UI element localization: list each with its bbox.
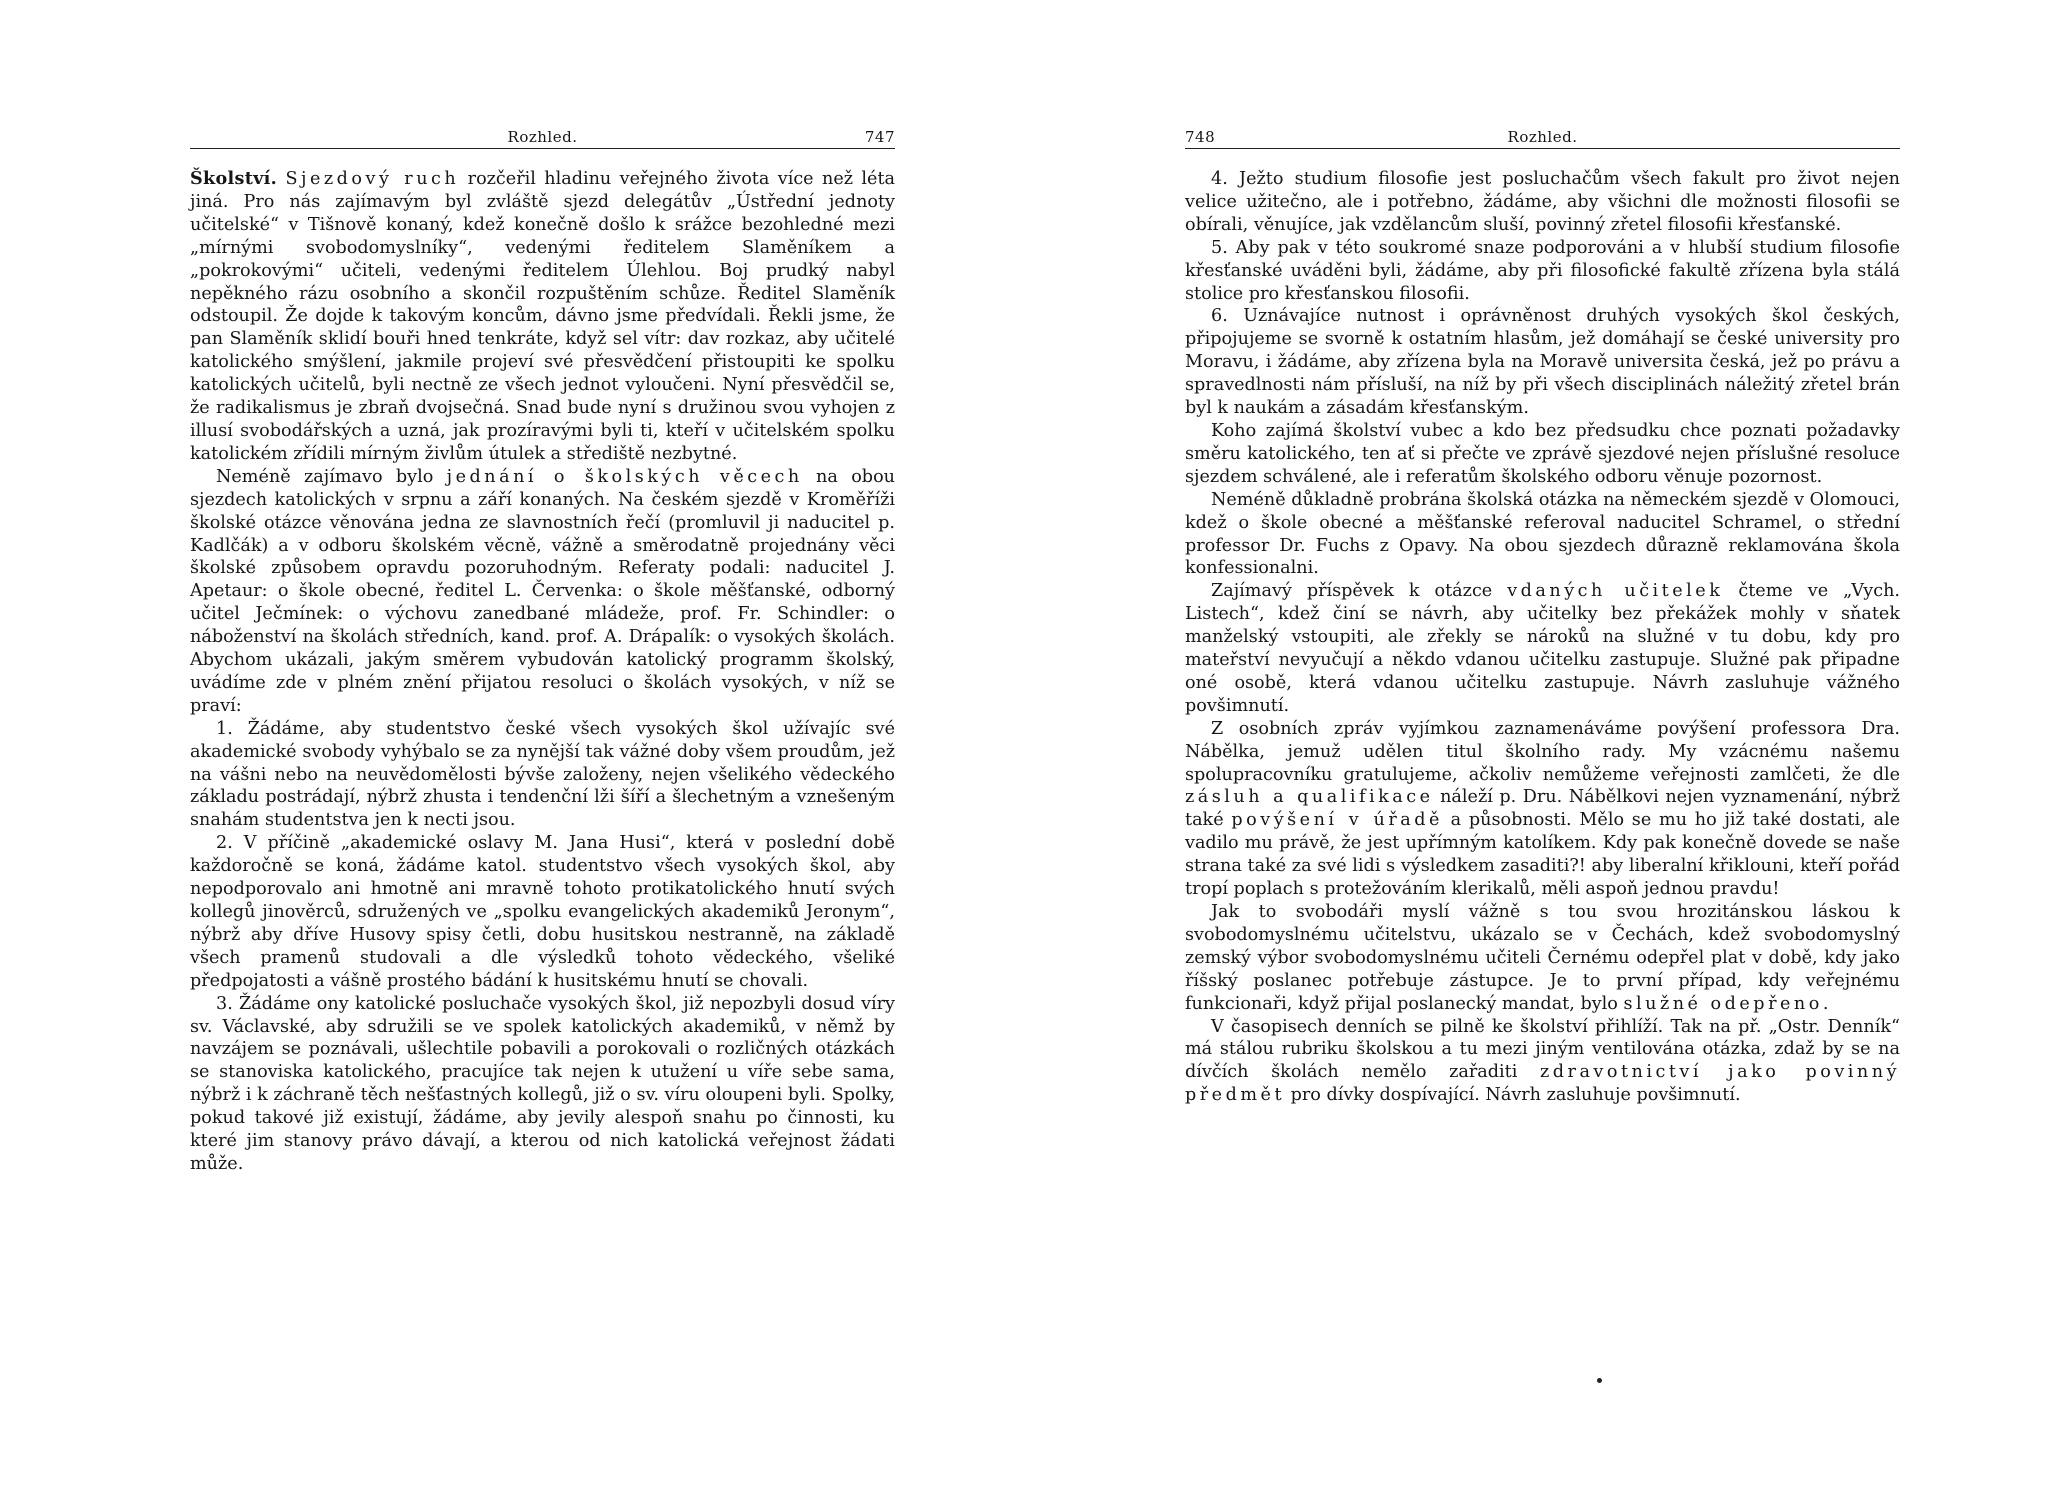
- text-run: Neméně důkladně probrána školská otázka na německém sjezdě v Olomouci, kdež o škole obecné a měšťanské referoval naducitel Schramel, o střední professor Dr. Fuchs z Opavy. Na obou sjezdech důrazně reklamována škola konfessionalni.: [1185, 489, 1900, 579]
- paragraph: [1185, 420, 1900, 489]
- emphasized-text: Sjezdový ruch: [285, 169, 460, 189]
- page-number: 747: [864, 128, 895, 146]
- paragraph: [190, 993, 895, 1176]
- emphasized-text: vdaných učitelek: [1507, 581, 1724, 602]
- paragraph: [1185, 237, 1900, 306]
- text-run: 2. V příčině „akademické oslavy M. Jana Husi“, která v poslední době každoročně se koná, žádáme katol. studentstvo všech vysokých škol, aby nepodporovalo ani hmotně ani mravně tohoto protikatolického hnutí svých kollegů jinověrců, sdružených ve „spolku evangelických akademiků Jeronym“, nýbrž aby dříve Husovy spisy četli, dobu husitskou nestranně, na základě všech pramenů studovali a dle výsledků tohoto vědeckého, všeliké předpojatosti a vášně prostého bádání k husitskému hnutí se chovali.: [190, 833, 895, 991]
- text-run: rozčeřil hladinu veřejného života více než léta jiná. Pro nás zajímavým byl zvláště sjezd delegátův „Ústřední jednoty učitelské“ v Tišnově konaný, kdež konečně došlo k srážce bezohledné mezi „mírnými svobodomyslníky“, vedenými ředitelem Slaměníkem a „pokrokovými“ učiteli, vedenými ředitelem Úlehlou. Boj prudký nabyl nepěkného rázu osobního a skončil rozpuštěním schůze. Ředitel Slaměník odstoupil. Že dojde k takovým koncům, dávno jsme předvídali. Řekli jsme, že pan Slaměník sklidí bouři hned tenkráte, když sel vítr: dav rozkaz, aby učitelé katolického smýšlení, jakmile projeví své přesvědčení přistoupiti ke spolku katolických učitelů, byli nectně ze všech jednot vyloučeni. Nyní přesvědčil se, že radikalismus je zbraň dvojsečná. Snad bude nyní s družinou svou vyhojen z illusí svobodářských a uzná, jak prozíravými byli ti, kteří v učitelském spolku katolickém zřídili mírným živlům útulek a střediště nezbytné.: [190, 169, 895, 464]
- emphasized-text: povýšení v úřadě: [1231, 810, 1443, 831]
- text-run: Zajímavý příspěvek k otázce: [1211, 581, 1508, 602]
- paragraph: [1185, 901, 1900, 1016]
- text-run: 3. Žádáme ony katolické posluchače vysokých škol, již nepozbyli dosud víry sv. Václavské, aby sdružili se ve spolek katolických akademiků, v němž by navzájem se poznávali, ušlechtile pobavili a porokovali o rozličných otázkách se stanoviska katolického, pracujíce tak nejen k utužení u víře sebe sama, nýbrž i k záchraně těch nešťastných kollegů, již o sv. víru oloupeni byli. Spolky, pokud takové již existují, žádáme, aby jevily alespoň snahu po činnosti, ku které jim stanovy právo dávají, a kterou od nich katolická veřejnost žádati může.: [190, 993, 895, 1174]
- header-rule: [190, 148, 895, 149]
- paragraph: [1185, 168, 1900, 237]
- text-run: 6. Uznávajíce nutnost i oprávněnost druhých vysokých škol českých, připojujeme se svorně k ostatním hlasům, jež domáhají se české university pro Moravu, i žádáme, aby zřízena byla na Moravě universita česká, jež po právu a spravedlnosti nám přísluší, na níž by při všech disciplinách náležitý zřetel brán byl k naukám a zásadám křesťanským.: [1185, 306, 1900, 419]
- paragraph: [190, 466, 895, 718]
- text-run: na obou sjezdech katolických v srpnu a září konaných. Na českém sjezdě v Kroměříži školské otázce věnována jedna ze slavnostních řečí (promluvil ji naducitel p. Kadlčák) a v odboru školském věcně, vážně a směrodatně projednány věci školské způsobem opravdu pozoruhodným. Referaty podali: naducitel J. Apetaur: o škole obecné, ředitel L. Červenka: o škole měšťanské, odborný učitel Ječmínek: o výchovu zanedbané mládeže, prof. Fr. Schindler: o náboženství na školách středních, kand. prof. A. Drápalík: o vysokých školách. Abychom ukázali, jakým směrem vybudován katolický programm školský, uvádíme zde v plném znění přijatou resoluci o školách vysokých, v níž se praví:: [190, 466, 895, 716]
- emphasized-text: služné odepřeno: [1623, 993, 1823, 1014]
- paragraph: [190, 168, 895, 466]
- text-run: Jak to svobodáři myslí vážně s tou svou hrozitánskou láskou k svobodomyslnému učitelstvu, ukázalo se v Čechách, kdež svobodomyslný zemský výbor svobodomyslnému učiteli Černému odepřel plat v době, kdy jako říšský poslanec potřebuje zástupce. Je to první případ, kdy veřejnému funkcionaři, když přijal poslanecký mandat, bylo: [1185, 902, 1900, 1014]
- paragraph: [1185, 1016, 1900, 1108]
- text-run: 4. Ježto studium filosofie jest posluchačům všech fakult pro život nejen velice užitečno, ale i potřebno, žádáme, aby všichni dle možnosti filosofii se obírali, věnujíce, jak vzdělancům sluší, povinný zřetel filosofii křesťanské.: [1185, 169, 1900, 235]
- running-head: [190, 128, 895, 150]
- emphasized-text: jednání o školských věcech: [446, 466, 803, 487]
- paragraph: [1185, 305, 1900, 420]
- running-title: Rozhled.: [507, 128, 578, 146]
- text-run: 1. Žádáme, aby studentstvo české všech vysokých škol užívajíc své akademické svobody vyhýbalo se za nynější tak vážné doby všem proudům, jež na vášni nebo na neuvědomělosti bývše založeny, nejen všelikého vědeckého základu postrádají, nýbrž zhusta i tendenční lži šíří a šlechetným a vznešeným snahám studentstva jen k necti jsou.: [190, 718, 895, 831]
- text-run: 5. Aby pak v této soukromé snaze podporováni a v hlubší studium filosofie křesťanské uváděni byli, žádáme, aby při filosofické fakultě zřízena byla stálá stolice pro křesťanskou filosofii.: [1185, 237, 1900, 304]
- emphasized-text: zásluh a qualifikace: [1185, 787, 1434, 808]
- paragraph: [1185, 718, 1900, 901]
- text-run: pro dívky dospívající. Návrh zasluhuje povšimnutí.: [1285, 1085, 1741, 1106]
- running-title: Rozhled.: [1507, 128, 1578, 146]
- text-run: .: [1822, 993, 1829, 1014]
- text-run: Koho zajímá školství vubec a kdo bez předsudku chce poznati požadavky směru katolického, ten ať si přečte ve zprávě sjezdové nejen příslušné resoluce sjezdem schválené, ale i referatům školského odboru věnuje pozornost.: [1185, 420, 1900, 487]
- text-run: a působnosti. Mělo se mu ho již také dostati, ale vadilo mu právě, že jest upřímným katolíkem. Kdy pak konečně dovede se naše strana také za své lidi s výsledkem zasaditi?! aby liberalní křiklouni, kteří pořád tropí poplach s protežováním klerikalů, měli aspoň jednou pravdu!: [1185, 810, 1900, 900]
- paragraph: [190, 832, 895, 992]
- text-run: Neméně zajímavo bylo: [216, 466, 447, 487]
- ink-dot: [1597, 1378, 1602, 1383]
- text-run: Z osobních zpráv vyjímkou zaznamenáváme povýšení professora Dra. Nábělka, jemuž udělen titul školního rady. My vzácnému našemu spolupracovníku gratulujeme, ačkoliv nemůžeme veřejnosti zamlčeti, že dle: [1185, 718, 1900, 785]
- running-head: [1185, 128, 1900, 150]
- emphasized-text: zdravotnictví jako povinný předmět: [1185, 1062, 1901, 1106]
- text-column: [190, 168, 895, 1176]
- text-run: čteme ve „Vych. Listech“, kdež činí se návrh, aby učitelky bez překážek mohly v sňatek manželský vstoupiti, ale zřekly se nároků na služné v tu dobu, kdy pro mateřství nevyučují a někdo vdanou učitelku zastupuje. Služné pak připadne oné osobě, která vdanou učitelku zastupuje. Návrh zasluhuje vážného povšimnutí.: [1185, 581, 1900, 716]
- right-page: [1025, 0, 2050, 1500]
- paragraph: [1185, 580, 1900, 717]
- text-run: V časopisech denních se pilně ke školství přihlíží. Tak na př. „Ostr. Denník“ má stálou rubriku školskou a tu mezi jiným ventilována otázka, zdaž by se na dívčích školách nemělo zařaditi: [1185, 1016, 1900, 1083]
- page-number: 748: [1185, 128, 1216, 146]
- text-run: náleží p. Dru. Nábělkovi nejen vyznamenání, nýbrž také: [1185, 787, 1900, 831]
- paragraph: [1185, 489, 1900, 581]
- text-column: [1185, 168, 1900, 1107]
- paragraph: [190, 718, 895, 833]
- section-title: Školství.: [190, 168, 278, 189]
- header-rule: [1185, 148, 1900, 149]
